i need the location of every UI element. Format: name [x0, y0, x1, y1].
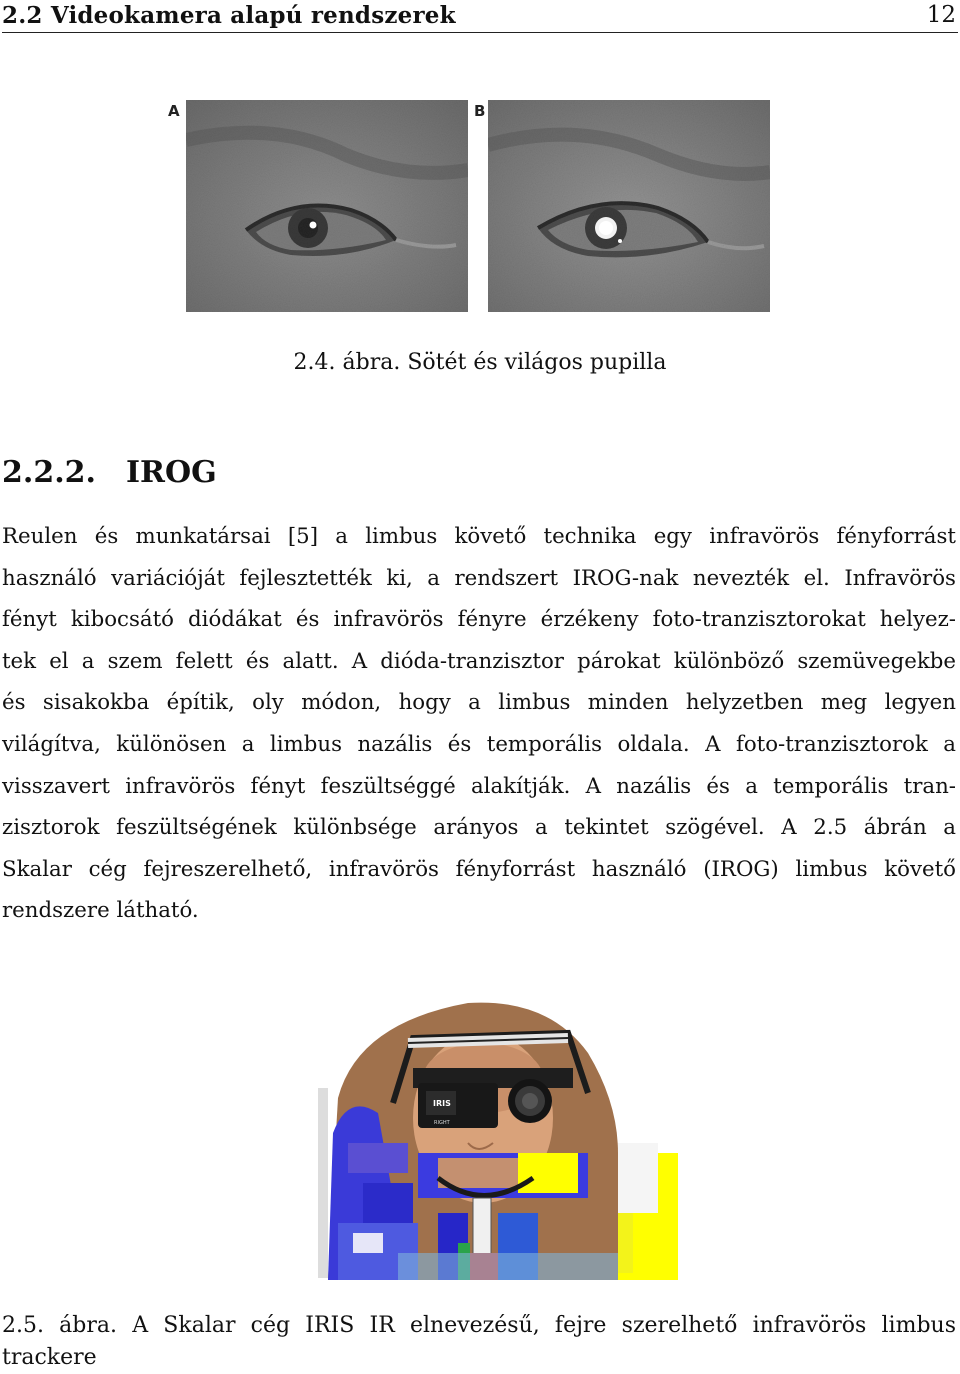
figure-2-5-caption-line: 2.5. ábra. A Skalar cég IRIS IR elnevezésű, fejre szerelhető infravörös limbus [2, 1313, 956, 1338]
running-header-title: 2.2 Videokamera alapú rendszerek [2, 2, 456, 29]
running-header [2, 0, 958, 33]
section-title: IROG [126, 455, 217, 490]
paragraph-line: és sisakokba építik, oly módon, hogy a limbus minden helyzetben meg legyen [2, 690, 956, 716]
figure-2-4-caption: 2.4. ábra. Sötét és világos pupilla [293, 350, 667, 375]
dark-pupil-eye-image [186, 100, 468, 312]
section-heading [2, 455, 217, 490]
iris-tracker-photo [318, 983, 678, 1280]
paragraph-line: világítva, különösen a limbus nazális és temporális oldala. A foto-tranzisztorok a [2, 731, 956, 757]
section-number: 2.2.2. [2, 455, 96, 490]
paragraph-line: rendszere látható. [2, 898, 199, 924]
bright-pupil-eye-image [488, 100, 770, 312]
paragraph-line: visszavert infravörös fényt feszültséggé alakítják. A nazális és a temporális tran- [2, 773, 956, 799]
panel-b-label: B [474, 102, 486, 120]
paragraph-line: használó variációját fejlesztették ki, a rendszert IROG-nak nevezték el. Infravörös [2, 565, 956, 591]
body-paragraph [2, 516, 956, 932]
paragraph-line: Skalar cég fejreszerelhető, infravörös fényforrást használó (IROG) limbus követő [2, 856, 956, 882]
figure-2-5-caption-line: trackere [2, 1345, 97, 1370]
figure-2-5-caption [2, 1310, 956, 1374]
device-label-right: RIGHT [434, 1120, 450, 1126]
paragraph-line: fényt kibocsátó diódákat és infravörös fényre érzékeny foto-tranzisztorokat helyez- [2, 607, 956, 633]
figure-dark-bright-pupil [168, 100, 770, 312]
paragraph-line: tek el a szem felett és alatt. A dióda-tranzisztor párokat különböző szemüvegekbe [2, 648, 956, 674]
device-label-iris: IRIS [433, 1099, 451, 1108]
page-number: 12 [926, 2, 956, 28]
paragraph-line: Reulen és munkatársai [5] a limbus követő technika egy infravörös fényforrást [2, 524, 956, 549]
paragraph-line: zisztorok feszültségének különbsége arányos a tekintet szögével. A 2.5 ábrán a [2, 815, 956, 841]
panel-a-label: A [168, 102, 180, 120]
